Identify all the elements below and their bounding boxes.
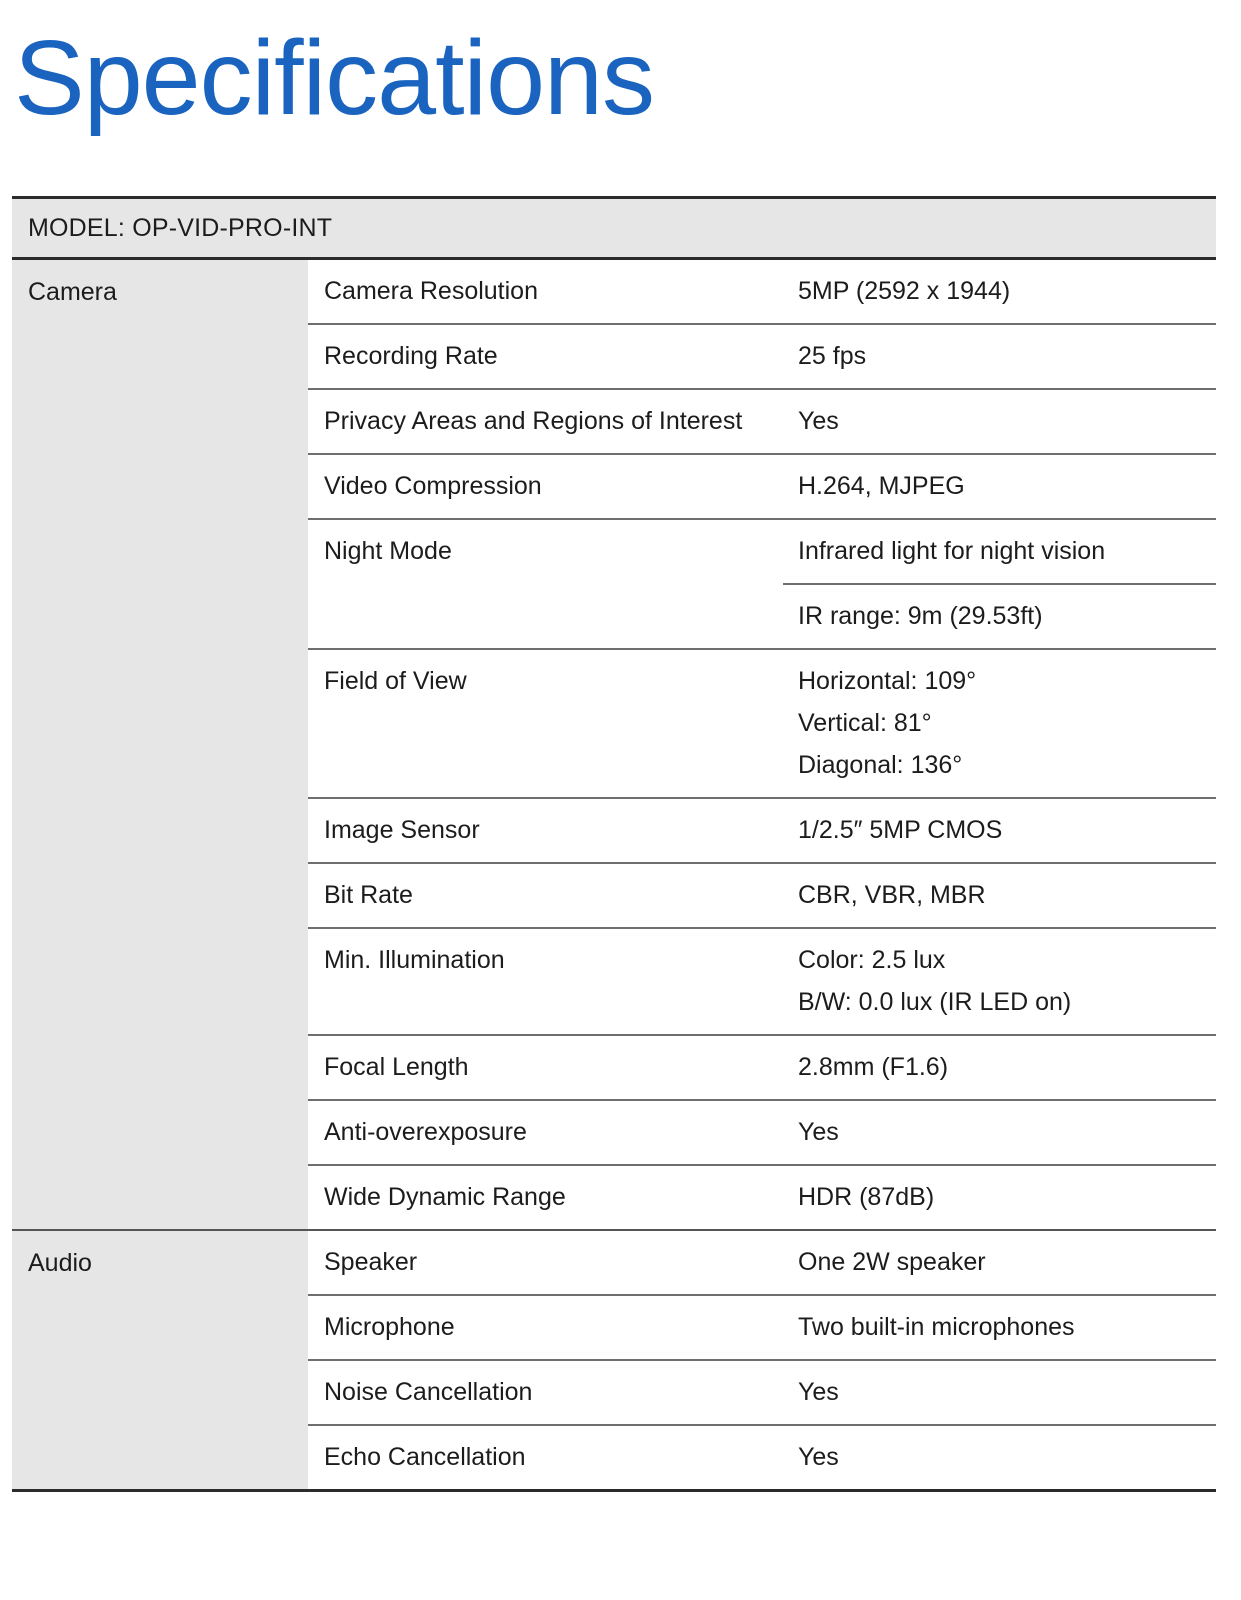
spec-label: Recording Rate bbox=[324, 342, 498, 370]
spec-value: Horizontal: 109° bbox=[798, 667, 977, 695]
spec-value-cell bbox=[783, 864, 1216, 927]
spec-value-cell bbox=[783, 1166, 1216, 1229]
section-camera bbox=[12, 260, 1216, 1229]
spec-value: Two built-in microphones bbox=[798, 1313, 1075, 1341]
spec-label: Image Sensor bbox=[324, 816, 480, 844]
spec-value-cell bbox=[783, 260, 1216, 323]
spec-row-bit-rate bbox=[308, 862, 1216, 927]
spec-value: Vertical: 81° bbox=[798, 709, 932, 737]
spec-value: Yes bbox=[798, 1443, 839, 1471]
spec-label: Bit Rate bbox=[324, 881, 413, 909]
spec-values bbox=[783, 455, 1216, 518]
section-label: Camera bbox=[12, 260, 308, 1229]
spec-value: One 2W speaker bbox=[798, 1248, 986, 1276]
spec-value: Color: 2.5 lux bbox=[798, 946, 946, 974]
spec-value-cell bbox=[783, 1036, 1216, 1099]
spec-value-cell bbox=[783, 929, 1216, 1034]
spec-label: Min. Illumination bbox=[324, 946, 505, 974]
page-title: Specifications bbox=[14, 19, 655, 137]
spec-value: Infrared light for night vision bbox=[798, 537, 1106, 565]
spec-row-speaker bbox=[308, 1231, 1216, 1294]
spec-value-cell bbox=[783, 455, 1216, 518]
spec-value: Yes bbox=[798, 407, 839, 435]
spec-values bbox=[783, 799, 1216, 862]
spec-values bbox=[783, 520, 1216, 648]
spec-label: Echo Cancellation bbox=[324, 1443, 526, 1471]
spec-values bbox=[783, 1296, 1216, 1359]
spec-label: Focal Length bbox=[324, 1053, 469, 1081]
spec-values bbox=[783, 1426, 1216, 1489]
spec-value-cell bbox=[783, 1426, 1216, 1489]
spec-value-cell bbox=[783, 1296, 1216, 1359]
spec-label: Video Compression bbox=[324, 472, 542, 500]
spec-value-cell bbox=[783, 390, 1216, 453]
spec-row-wide-dynamic-range bbox=[308, 1164, 1216, 1229]
spec-values bbox=[783, 1166, 1216, 1229]
section-label: Audio bbox=[12, 1231, 308, 1489]
spec-label: Night Mode bbox=[324, 537, 452, 565]
spec-row-image-sensor bbox=[308, 797, 1216, 862]
spec-row-field-of-view bbox=[308, 648, 1216, 797]
spec-values bbox=[783, 325, 1216, 388]
spec-value-cell bbox=[783, 583, 1216, 648]
spec-values bbox=[783, 1101, 1216, 1164]
section-rows bbox=[308, 1231, 1216, 1489]
spec-values bbox=[783, 650, 1216, 797]
spec-row-video-compression bbox=[308, 453, 1216, 518]
spec-row-anti-overexposure bbox=[308, 1099, 1216, 1164]
spec-value-cell bbox=[783, 799, 1216, 862]
spec-sections bbox=[12, 260, 1216, 1489]
spec-value-cell bbox=[783, 1361, 1216, 1424]
model-header: MODEL: OP-VID-PRO-INT bbox=[12, 199, 1216, 260]
spec-value: 25 fps bbox=[798, 342, 867, 370]
spec-row-noise-cancellation bbox=[308, 1359, 1216, 1424]
spec-value: 2.8mm (F1.6) bbox=[798, 1053, 949, 1081]
spec-label: Wide Dynamic Range bbox=[324, 1183, 566, 1211]
spec-row-focal-length bbox=[308, 1034, 1216, 1099]
spec-label: Privacy Areas and Regions of Interest bbox=[324, 407, 743, 435]
spec-values bbox=[783, 390, 1216, 453]
spec-label: Noise Cancellation bbox=[324, 1378, 533, 1406]
spec-value-cell bbox=[783, 650, 1216, 797]
spec-row-night-mode bbox=[308, 518, 1216, 648]
spec-values bbox=[783, 929, 1216, 1034]
spec-value: Yes bbox=[798, 1378, 839, 1406]
spec-value: 5MP (2592 x 1944) bbox=[798, 277, 1011, 305]
spec-value-cell bbox=[783, 1101, 1216, 1164]
spec-value-cell bbox=[783, 325, 1216, 388]
spec-row-microphone bbox=[308, 1294, 1216, 1359]
spec-row-camera-resolution bbox=[308, 260, 1216, 323]
spec-value: 1/2.5″ 5MP CMOS bbox=[798, 816, 1003, 844]
spec-label: Anti-overexposure bbox=[324, 1118, 527, 1146]
spec-value: B/W: 0.0 lux (IR LED on) bbox=[798, 988, 1072, 1016]
spec-row-min-illumination bbox=[308, 927, 1216, 1034]
spec-row-privacy-areas-and-regions-of-interest bbox=[308, 388, 1216, 453]
section-audio bbox=[12, 1229, 1216, 1489]
spec-value: CBR, VBR, MBR bbox=[798, 881, 986, 909]
spec-values bbox=[783, 1361, 1216, 1424]
spec-values bbox=[783, 260, 1216, 323]
spec-label: Camera Resolution bbox=[324, 277, 538, 305]
spec-values bbox=[783, 864, 1216, 927]
section-rows bbox=[308, 260, 1216, 1229]
spec-label: Field of View bbox=[324, 667, 467, 695]
spec-table bbox=[12, 196, 1216, 1492]
spec-values bbox=[783, 1036, 1216, 1099]
spec-value: H.264, MJPEG bbox=[798, 472, 965, 500]
spec-row-recording-rate bbox=[308, 323, 1216, 388]
spec-value: IR range: 9m (29.53ft) bbox=[798, 602, 1043, 630]
spec-label: Microphone bbox=[324, 1313, 455, 1341]
spec-values bbox=[783, 1231, 1216, 1294]
spec-label: Speaker bbox=[324, 1248, 418, 1276]
spec-value: Diagonal: 136° bbox=[798, 751, 963, 779]
spec-value-cell bbox=[783, 520, 1216, 583]
spec-value: Yes bbox=[798, 1118, 839, 1146]
spec-value-cell bbox=[783, 1231, 1216, 1294]
spec-value: HDR (87dB) bbox=[798, 1183, 935, 1211]
spec-row-echo-cancellation bbox=[308, 1424, 1216, 1489]
